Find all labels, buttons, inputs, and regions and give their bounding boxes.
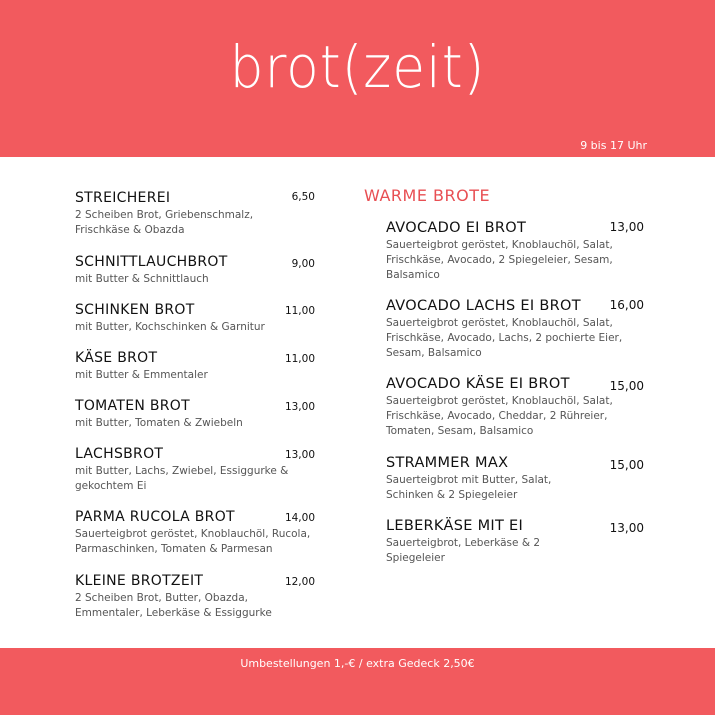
menu-item-description: mit Butter, Lachs, Zwiebel, Essiggurke & gekochtem Ei xyxy=(75,465,289,492)
menu-item xyxy=(75,573,315,621)
menu-item xyxy=(386,518,644,566)
footer-note: Umbestellungen 1,-€ / extra Gedeck 2,50€ xyxy=(240,657,475,670)
menu-item-name: KÄSE BROT xyxy=(75,350,158,366)
menu-item-name: SCHINKEN BROT xyxy=(75,302,195,318)
menu-item-description: 2 Scheiben Brot, Griebenschmalz, Frischkäse & Obazda xyxy=(75,209,254,236)
menu-item-description: Sauerteigbrot, Leberkäse & 2 Spiegeleier xyxy=(386,537,541,564)
menu-item-price: 11,00 xyxy=(284,305,315,317)
menu-item-price: 15,00 xyxy=(609,379,644,393)
opening-hours: 9 bis 17 Uhr xyxy=(580,139,647,152)
menu-item-price: 13,00 xyxy=(284,401,315,413)
menu-item-name: STREICHEREI xyxy=(75,190,171,206)
menu-item-description: Sauerteigbrot geröstet, Knoblauchöl, Salat, Frischkäse, Avocado, Lachs, 2 pochierte Eier, Sesam, Balsamico xyxy=(386,317,623,359)
menu-item-name: AVOCADO KÄSE EI BROT xyxy=(386,376,570,392)
menu-item xyxy=(386,376,644,439)
menu-item-description: mit Butter, Tomaten & Zwiebeln xyxy=(75,417,243,429)
menu-item xyxy=(386,220,644,283)
menu-item-price: 9,00 xyxy=(291,258,315,270)
page-title: brot(zeit) xyxy=(229,33,486,101)
menu-item-price: 12,00 xyxy=(284,576,315,588)
menu-item xyxy=(386,298,644,361)
menu-item xyxy=(386,455,644,503)
menu-item-price: 14,00 xyxy=(284,512,315,524)
menu-item xyxy=(75,446,315,494)
menu-item-name: PARMA RUCOLA BROT xyxy=(75,509,235,525)
menu-item xyxy=(75,398,315,431)
menu-item-description: mit Butter & Schnittlauch xyxy=(75,273,209,285)
menu-item-name: AVOCADO LACHS EI BROT xyxy=(386,298,581,314)
menu-item xyxy=(75,254,315,287)
menu-item-price: 16,00 xyxy=(609,298,644,312)
menu-item-name: LEBERKÄSE MIT EI xyxy=(386,518,524,534)
menu-item-price: 11,00 xyxy=(284,353,315,365)
menu-item-description: Sauerteigbrot geröstet, Knoblauchöl, Salat, Frischkäse, Avocado, 2 Spiegeleier, Sesam, Balsamico xyxy=(386,239,613,281)
menu-item-name: KLEINE BROTZEIT xyxy=(75,573,204,589)
menu-item xyxy=(75,509,315,557)
menu-item-price: 13,00 xyxy=(609,521,644,535)
menu-item-price: 13,00 xyxy=(284,449,315,461)
menu-item-name: SCHNITTLAUCHBROT xyxy=(75,254,228,270)
menu-item-price: 6,50 xyxy=(291,191,315,203)
menu-item xyxy=(75,190,315,238)
menu-item-price: 15,00 xyxy=(609,458,644,472)
menu-item-name: LACHSBROT xyxy=(75,446,164,462)
menu-item xyxy=(75,350,315,383)
menu-item-description: Sauerteigbrot mit Butter, Salat, Schinken & 2 Spiegeleier xyxy=(386,474,552,501)
menu-item xyxy=(75,302,315,335)
menu-item-name: AVOCADO EI BROT xyxy=(386,220,527,236)
section-title-warme-brote: WARME BROTE xyxy=(364,186,491,205)
menu-item-name: TOMATEN BROT xyxy=(75,398,190,414)
menu-item-price: 13,00 xyxy=(609,220,644,234)
menu-item-description: Sauerteigbrot geröstet, Knoblauchöl, Rucola, Parmaschinken, Tomaten & Parmesan xyxy=(75,528,311,555)
menu-item-description: mit Butter, Kochschinken & Garnitur xyxy=(75,321,265,333)
menu-item-description: Sauerteigbrot geröstet, Knoblauchöl, Salat, Frischkäse, Avocado, Cheddar, 2 Rühreier, Tomaten, Sesam, Balsamico xyxy=(386,395,613,437)
menu-item-description: 2 Scheiben Brot, Butter, Obazda, Emmentaler, Leberkäse & Essiggurke xyxy=(75,592,272,619)
menu-item-name: STRAMMER MAX xyxy=(386,455,509,471)
menu-item-description: mit Butter & Emmentaler xyxy=(75,369,208,381)
